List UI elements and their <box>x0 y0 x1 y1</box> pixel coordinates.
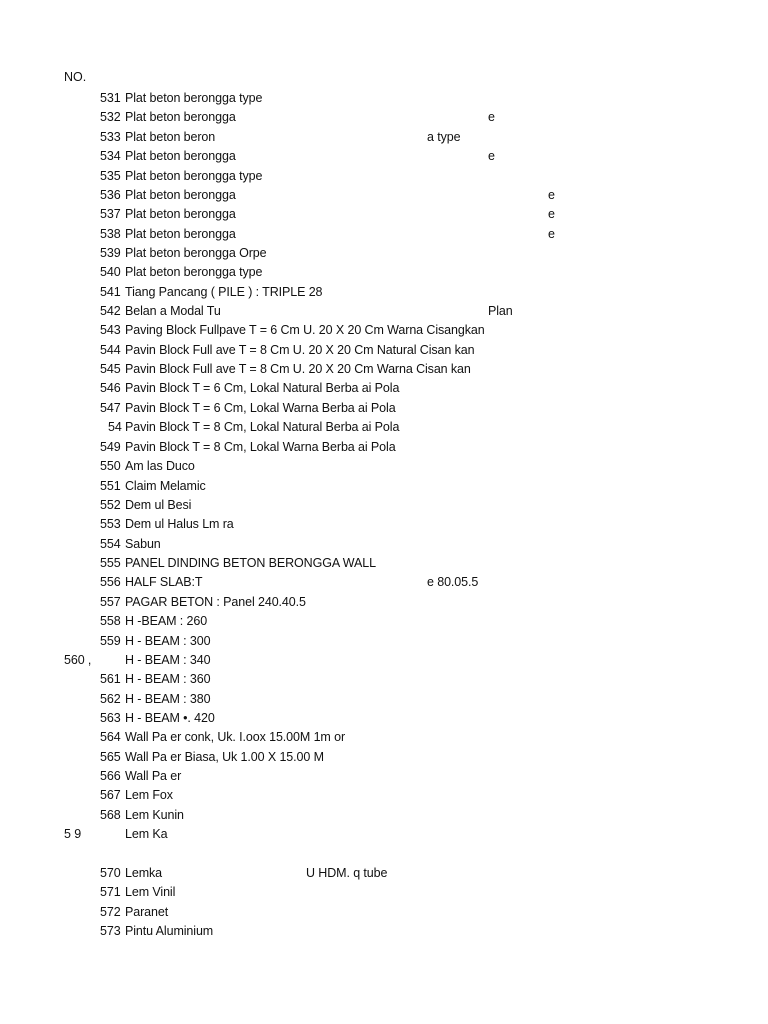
item-description: Claim Melamic <box>125 479 206 493</box>
list-item <box>0 438 768 458</box>
item-description: Wall Pa er conk, Uk. I.oox 15.00M 1m or <box>125 730 346 744</box>
item-extra: e <box>488 149 495 163</box>
item-extra: U HDM. q tube <box>306 866 388 880</box>
item-description: Dem ul Besi <box>125 498 192 512</box>
item-description: Pavin Block T = 8 Cm, Lokal Natural Berba ai Pola <box>125 420 400 434</box>
item-number: 533 <box>100 130 121 144</box>
list-item <box>0 418 768 438</box>
item-description: H - BEAM : 380 <box>125 692 211 706</box>
item-extra: e <box>548 207 555 221</box>
item-extra: Plan <box>488 304 513 318</box>
item-number: 547 <box>100 401 121 415</box>
item-number: 551 <box>100 479 121 493</box>
item-number: 534 <box>100 149 121 163</box>
item-description: H - BEAM •. 420 <box>125 711 215 725</box>
item-number: 54 <box>108 420 122 434</box>
item-description: Plat beton berongga <box>125 149 236 163</box>
item-description: Tiang Pancang ( PILE ) : TRIPLE 28 <box>125 285 323 299</box>
item-description: Lem Vinil <box>125 885 176 899</box>
item-number: 565 <box>100 750 121 764</box>
item-number: 555 <box>100 556 121 570</box>
list-item <box>0 728 768 748</box>
list-item <box>0 89 768 109</box>
list-item <box>0 748 768 768</box>
item-number: 539 <box>100 246 121 260</box>
item-number: 538 <box>100 227 121 241</box>
item-number: 554 <box>100 537 121 551</box>
item-description: Wall Pa er <box>125 769 182 783</box>
item-description: Plat beton berongga <box>125 207 236 221</box>
item-description: Plat beton berongga Orpe <box>125 246 267 260</box>
list-item <box>0 786 768 806</box>
list-item <box>0 632 768 652</box>
item-number: 532 <box>100 110 121 124</box>
list-item <box>0 690 768 710</box>
item-number: 568 <box>100 808 121 822</box>
list-item <box>0 244 768 264</box>
item-description: H - BEAM : 340 <box>125 653 211 667</box>
item-number: 571 <box>100 885 121 899</box>
item-number: 557 <box>100 595 121 609</box>
list-item <box>0 399 768 419</box>
list-item <box>0 573 768 593</box>
list-item <box>0 341 768 361</box>
list-item <box>0 302 768 322</box>
list-item <box>0 147 768 167</box>
item-description: Sabun <box>125 537 161 551</box>
item-description: Pavin Block T = 8 Cm, Lokal Warna Berba ai Pola <box>125 440 396 454</box>
list-item <box>0 515 768 535</box>
item-number: 552 <box>100 498 121 512</box>
item-description: Paving Block Fullpave T = 6 Cm U. 20 X 20 Cm Warna Cisangkan <box>125 323 485 337</box>
list-item <box>0 554 768 574</box>
item-number: 542 <box>100 304 121 318</box>
item-description: Belan a Modal Tu <box>125 304 221 318</box>
item-number: 556 <box>100 575 121 589</box>
item-description: Pavin Block T = 6 Cm, Lokal Warna Berba ai Pola <box>125 401 396 415</box>
item-number: 545 <box>100 362 121 376</box>
list-item <box>0 593 768 613</box>
item-description: H -BEAM : 260 <box>125 614 208 628</box>
item-number: 567 <box>100 788 121 802</box>
item-number: 560 , <box>64 653 92 667</box>
item-description: H - BEAM : 300 <box>125 634 211 648</box>
list-item <box>0 205 768 225</box>
item-description: H - BEAM : 360 <box>125 672 211 686</box>
list-item <box>0 263 768 283</box>
list-item <box>0 806 768 826</box>
item-number: 543 <box>100 323 121 337</box>
item-number: 535 <box>100 169 121 183</box>
item-number: 570 <box>100 866 121 880</box>
item-description: Pavin Block T = 6 Cm, Lokal Natural Berba ai Pola <box>125 381 400 395</box>
item-description: Paranet <box>125 905 169 919</box>
list-item <box>0 903 768 923</box>
item-extra: e <box>488 110 495 124</box>
list-item <box>0 767 768 787</box>
item-description: Plat beton berongga <box>125 188 236 202</box>
item-number: 544 <box>100 343 121 357</box>
list-item <box>0 457 768 477</box>
list-item <box>0 477 768 497</box>
item-number: 558 <box>100 614 121 628</box>
list-item <box>0 535 768 555</box>
item-number: 562 <box>100 692 121 706</box>
item-number: 553 <box>100 517 121 531</box>
list-item <box>0 864 768 884</box>
item-description: Pavin Block Full ave T = 8 Cm U. 20 X 20 Cm Warna Cisan kan <box>125 362 471 376</box>
item-extra: a type <box>427 130 461 144</box>
list-item <box>0 709 768 729</box>
item-description: Pavin Block Full ave T = 8 Cm U. 20 X 20 Cm Natural Cisan kan <box>125 343 475 357</box>
item-description: Plat beton berongga type <box>125 169 263 183</box>
list-item <box>0 496 768 516</box>
list-item <box>0 108 768 128</box>
item-description: Plat beton berongga type <box>125 91 263 105</box>
list-item <box>0 283 768 303</box>
item-description: PANEL DINDING BETON BERONGGA WALL <box>125 556 376 570</box>
item-number: 559 <box>100 634 121 648</box>
item-number: 566 <box>100 769 121 783</box>
list-item <box>0 883 768 903</box>
item-number: 550 <box>100 459 121 473</box>
list-item <box>0 825 768 845</box>
list-item <box>0 167 768 187</box>
item-number: 546 <box>100 381 121 395</box>
item-number: 5 9 <box>64 827 82 841</box>
item-description: Lem Ka <box>125 827 168 841</box>
item-description: PAGAR BETON : Panel 240.40.5 <box>125 595 306 609</box>
item-description: Plat beton berongga <box>125 110 236 124</box>
item-number: 563 <box>100 711 121 725</box>
item-description: HALF SLAB:T <box>125 575 203 589</box>
item-description: Plat beton berongga <box>125 227 236 241</box>
list-item <box>0 128 768 148</box>
item-number: 540 <box>100 265 121 279</box>
item-number: 549 <box>100 440 121 454</box>
item-number: 531 <box>100 91 121 105</box>
item-description: Am las Duco <box>125 459 195 473</box>
item-description: Lem Kunin <box>125 808 184 822</box>
list-item <box>0 321 768 341</box>
item-description: Plat beton beron <box>125 130 216 144</box>
list-item <box>0 612 768 632</box>
item-number: 541 <box>100 285 121 299</box>
item-number: 572 <box>100 905 121 919</box>
item-description: Pintu Aluminium <box>125 924 214 938</box>
list-item <box>0 225 768 245</box>
list-item <box>0 922 768 942</box>
item-number: 564 <box>100 730 121 744</box>
item-extra: e 80.05.5 <box>427 575 479 589</box>
list-item <box>0 360 768 380</box>
item-number: 537 <box>100 207 121 221</box>
list-item <box>0 379 768 399</box>
item-number: 536 <box>100 188 121 202</box>
item-description: Lemka <box>125 866 163 880</box>
item-description: Wall Pa er Biasa, Uk 1.00 X 15.00 M <box>125 750 324 764</box>
list-item <box>0 651 768 671</box>
column-header-no: NO. <box>64 70 87 84</box>
item-number: 561 <box>100 672 121 686</box>
item-extra: e <box>548 188 555 202</box>
list-item <box>0 670 768 690</box>
item-description: Dem ul Halus Lm ra <box>125 517 234 531</box>
item-description: Lem Fox <box>125 788 173 802</box>
list-item <box>0 186 768 206</box>
item-number: 573 <box>100 924 121 938</box>
item-extra: e <box>548 227 555 241</box>
item-description: Plat beton berongga type <box>125 265 263 279</box>
